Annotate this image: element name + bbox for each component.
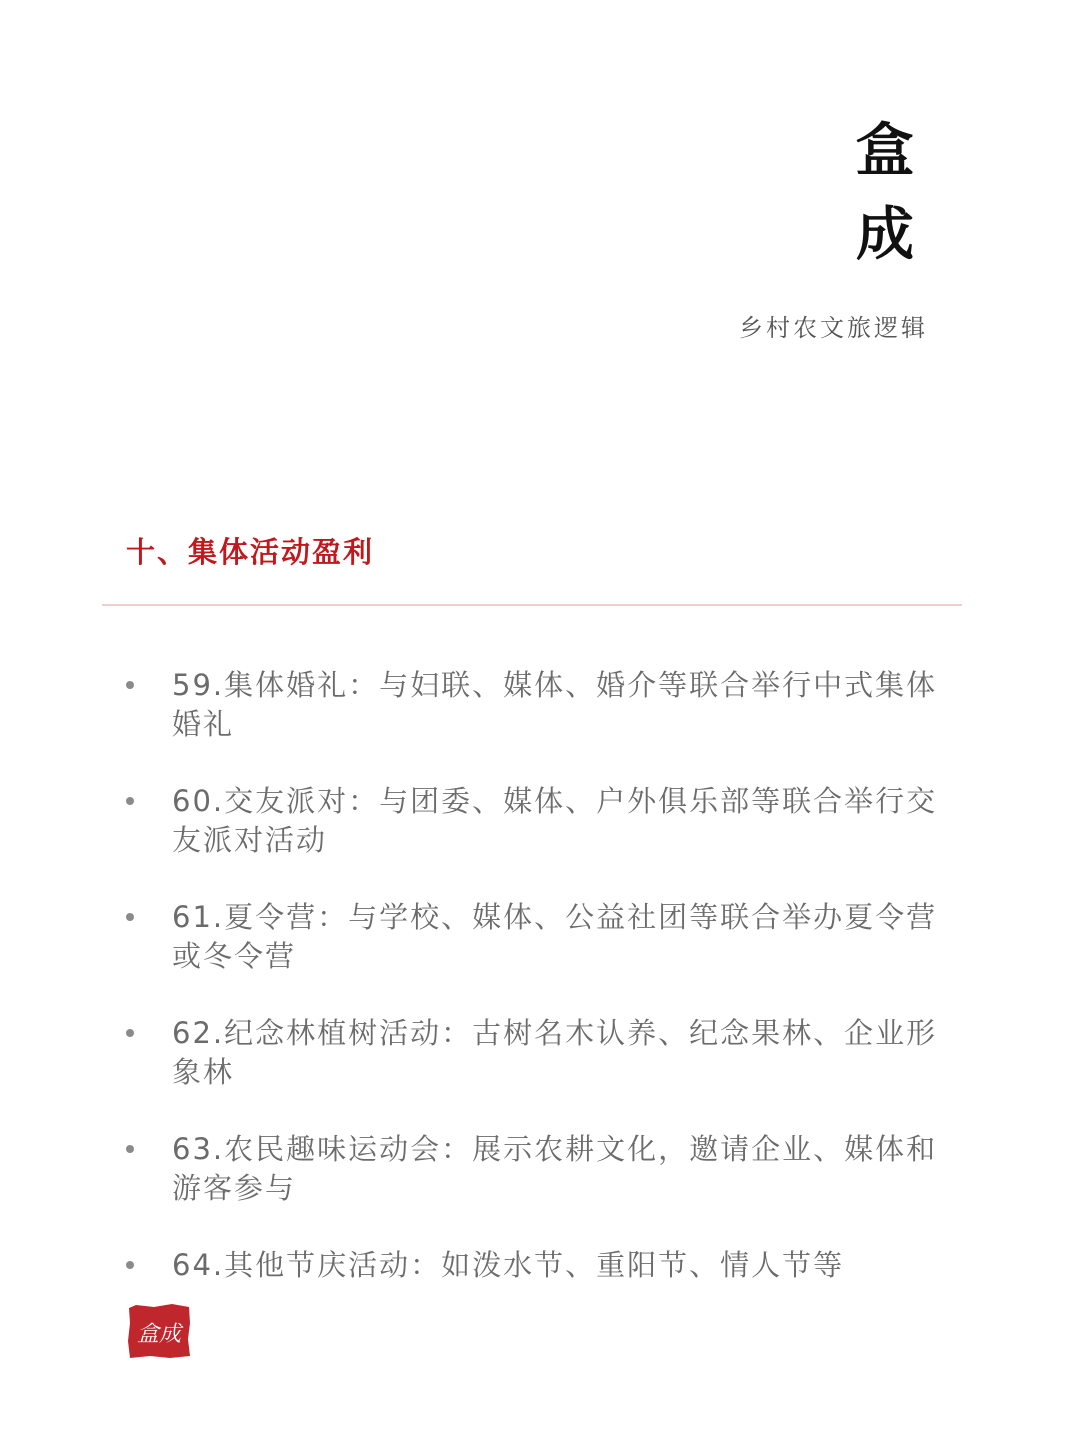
bullet-icon <box>126 1145 134 1153</box>
activity-list <box>120 666 950 1323</box>
brand-char-2: 成 <box>855 200 914 268</box>
bullet-icon <box>126 681 134 689</box>
list-item-text: 61.夏令营：与学校、媒体、公益社团等联合举办夏令营或冬令营 <box>172 900 938 973</box>
list-item-text: 60.交友派对：与团委、媒体、户外俱乐部等联合举行交友派对活动 <box>172 784 938 857</box>
list-item <box>120 782 950 860</box>
seal-stamp-icon <box>126 1303 192 1359</box>
brand-char-1: 盒 <box>855 116 914 184</box>
brand-title <box>850 108 920 276</box>
brand-subtitle: 乡村农文旅逻辑 <box>739 314 928 342</box>
list-item <box>120 1014 950 1092</box>
list-item <box>120 1130 950 1208</box>
list-item-text: 64.其他节庆活动：如泼水节、重阳节、情人节等 <box>172 1248 845 1282</box>
section-title: 十、集体活动盈利 <box>126 535 375 569</box>
divider <box>102 604 962 606</box>
list-item <box>120 1246 950 1285</box>
list-item-text: 59.集体婚礼：与妇联、媒体、婚介等联合举行中式集体婚礼 <box>172 668 938 741</box>
seal-lettering: 盒成 <box>136 1322 182 1347</box>
list-item-text: 62.纪念林植树活动：古树名木认养、纪念果林、企业形象林 <box>172 1016 938 1089</box>
bullet-icon <box>126 797 134 805</box>
list-item <box>120 666 950 744</box>
list-item-text: 63.农民趣味运动会：展示农耕文化，邀请企业、媒体和游客参与 <box>172 1132 938 1205</box>
list-item <box>120 898 950 976</box>
bullet-icon <box>126 913 134 921</box>
bullet-icon <box>126 1029 134 1037</box>
bullet-icon <box>126 1261 134 1269</box>
